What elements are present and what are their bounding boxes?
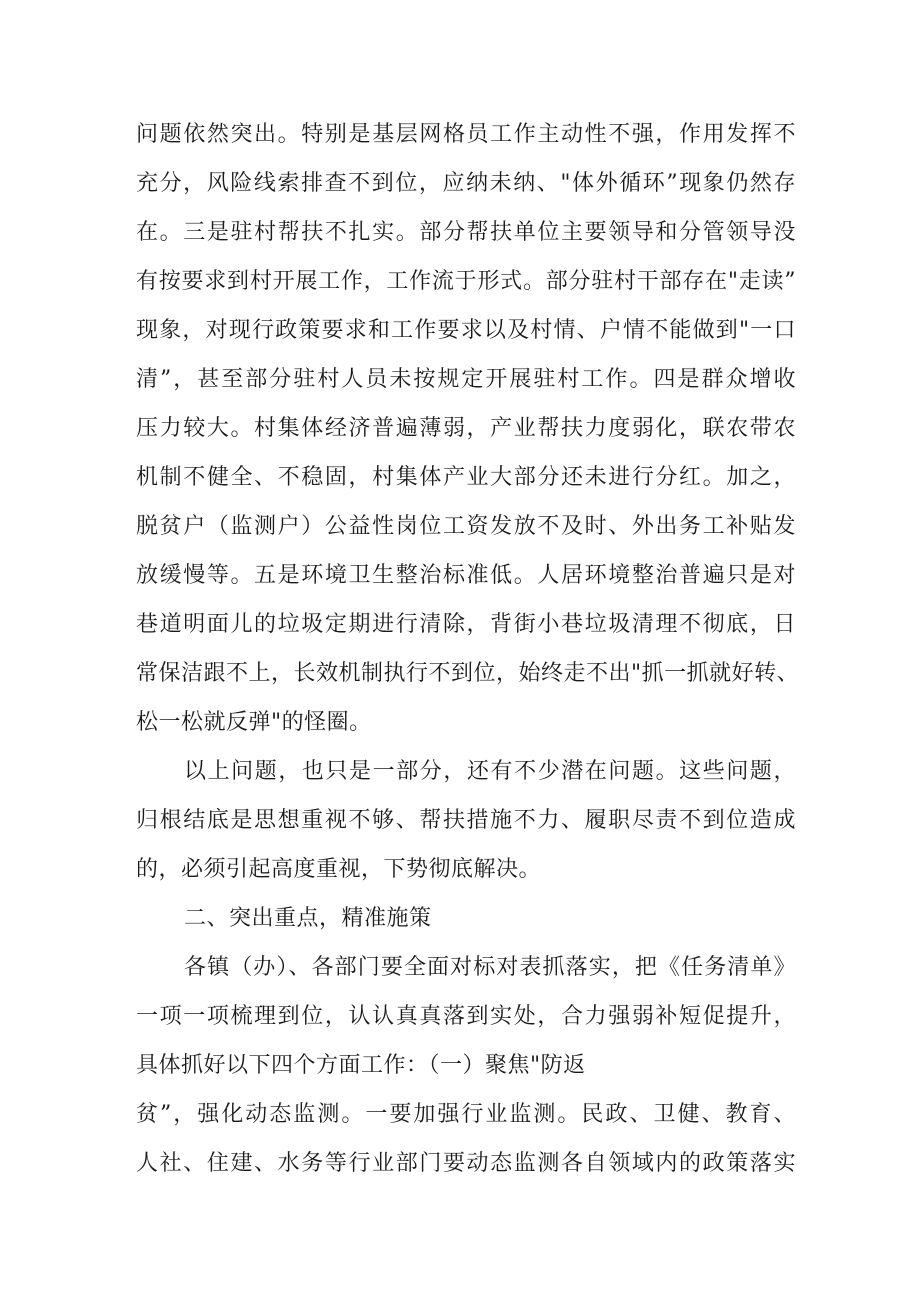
text-line: 常保洁跟不上，长效机制执行不到位，始终走不出"抓一抓就好转、 — [136, 661, 800, 686]
document-body — [136, 110, 800, 1188]
paragraph-first-line: 各镇（办）、各部门要全面对标对表抓落实，把《任务清单》 — [184, 955, 796, 980]
text-line: 巷道明面儿的垃圾定期进行清除，背街小巷垃圾清理不彻底，日 — [136, 612, 796, 637]
section-heading: 二、突出重点，精准施策 — [184, 906, 432, 931]
text-line: 松一松就反弹"的怪圈。 — [136, 710, 372, 735]
text-line: 现象，对现行政策要求和工作要求以及村情、户情不能做到"一口 — [136, 318, 796, 343]
text-line: 问题依然突出。特别是基层网格员工作主动性不强，作用发挥不 — [136, 122, 796, 147]
text-line: 人社、住建、水务等行业部门要动态监测各自领域内的政策落实 — [136, 1151, 796, 1176]
text-line: 放缓慢等。五是环境卫生整治标准低。人居环境整治普遍只是对 — [136, 563, 796, 588]
text-line: 归根结底是思想重视不够、帮扶措施不力、履职尽责不到位造成 — [136, 808, 796, 833]
text-line: 在。三是驻村帮扶不扎实。部分帮扶单位主要领导和分管领导没 — [136, 220, 796, 245]
text-line: 脱贫户（监测户）公益性岗位工资发放不及时、外出务工补贴发 — [136, 514, 796, 539]
text-line: 充分，风险线索排查不到位，应纳未纳、"体外循环”现象仍然存 — [136, 171, 796, 196]
text-line: 的，必须引起高度重视，下势彻底解决。 — [136, 857, 542, 882]
paragraph-first-line: 以上问题，也只是一部分，还有不少潜在问题。这些问题， — [184, 759, 796, 784]
text-line: 机制不健全、不稳固，村集体产业大部分还未进行分红。加之， — [136, 465, 796, 490]
text-line: 清”，甚至部分驻村人员未按规定开展驻村工作。四是群众增收 — [136, 367, 796, 392]
text-line: 压力较大。村集体经济普遍薄弱，产业帮扶力度弱化，联农带农 — [136, 416, 796, 441]
text-line: 一项一项梳理到位，认认真真落到实处，合力强弱补短促提升， — [136, 1004, 796, 1029]
text-line: 贫”，强化动态监测。一要加强行业监测。民政、卫健、教育、 — [136, 1102, 796, 1127]
text-line: 有按要求到村开展工作，工作流于形式。部分驻村干部存在"走读” — [136, 269, 796, 294]
text-line: 具体抓好以下四个方面工作：（一）聚焦"防返 — [136, 1053, 586, 1078]
